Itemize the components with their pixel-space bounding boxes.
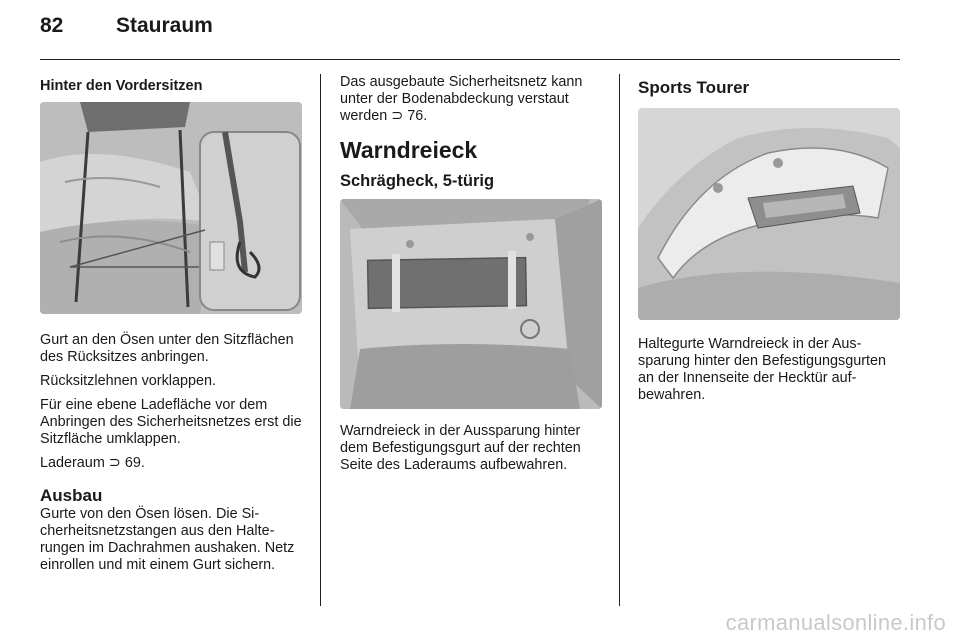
figure-hatchback-warning-triangle [340,199,602,409]
subsection-heading-sports-tourer: Sports Tourer [638,78,750,97]
paragraph: Gurt an den Ösen unter den Sitzflächen des Rücksitzes anbringen. [40,332,294,365]
paragraph-laderaum-ref: Laderaum ⊃ 69. [40,455,145,471]
watermark: carmanualsonline.info [725,610,946,635]
column-divider [320,74,321,606]
ausbau-heading: Ausbau [40,486,103,505]
section-subheading: Hinter den Vordersitzen [40,78,203,94]
subsection-heading-hatchback: Schrägheck, 5-türig [340,172,495,190]
column-right [638,74,900,411]
column-middle [340,74,602,481]
page-header [40,14,213,38]
page-number: 82 [40,14,64,37]
caption-sports-tourer: Haltegurte Warndreieck in der Aussparung hinter den Befestigungsgurten an der Innenseite der Hecktür aufbewahren. [638,336,887,403]
column-divider [619,74,620,606]
paragraph: Für eine ebene Ladefläche vor dem Anbringen des Sicherheitsnetzes erst die Sitzfläche umklappen. [40,397,302,447]
paragraph: Rücksitzlehnen vorklappen. [40,373,216,389]
intro-paragraph: Das ausgebaute Sicherheitsnetz kann unter der Bodenabdeckung verstaut werden ⊃ 76. [340,74,583,124]
caption-hatchback: Warndreieck in der Aussparung hinter dem Befestigungsgurt auf der rechten Seite des Laderaums aufbewahren. [340,423,581,473]
figure-safety-net-belt [40,102,302,314]
page-title: Stauraum [116,14,213,37]
header-divider [40,59,900,60]
figure-sports-tourer-tailgate [638,108,900,320]
section-heading-warndreieck: Warndreieck [340,137,478,163]
ausbau-paragraph: Gurte von den Ösen lösen. Die Sicherheitsnetzstangen aus den Halterungen im Dachrahmen aushaken. Netz einrollen und mit einem Gurt sichern. [40,506,295,573]
column-left [40,74,302,581]
